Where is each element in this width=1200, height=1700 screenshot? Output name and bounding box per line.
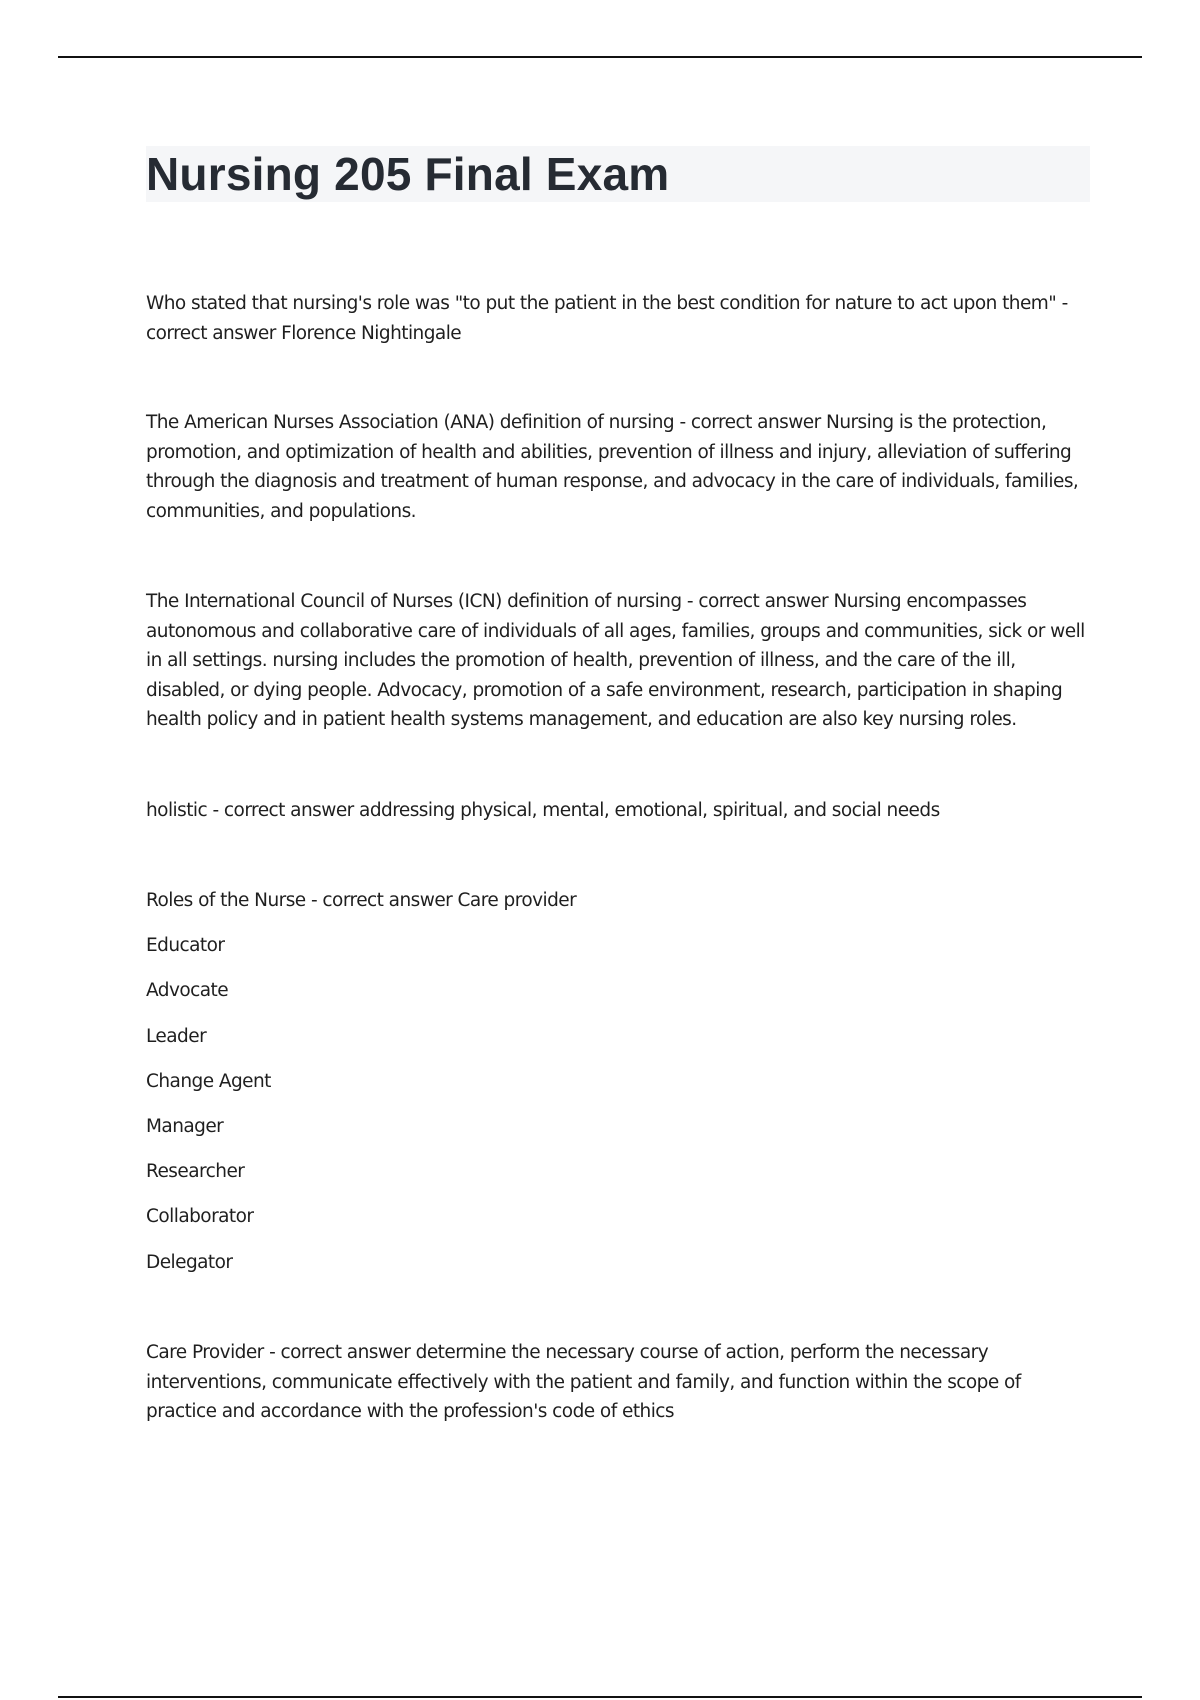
qa-entry-care-provider xyxy=(146,1338,1090,1427)
list-item: Delegator xyxy=(146,1251,233,1273)
answer-separator: - correct answer xyxy=(263,1342,416,1363)
document-body xyxy=(146,146,1090,1427)
bottom-rule xyxy=(58,1696,1142,1698)
top-rule xyxy=(58,56,1142,58)
qa-entry-ana-definition xyxy=(146,408,1090,526)
roles-list xyxy=(146,931,1090,1277)
answer-separator: - correct answer xyxy=(305,890,458,911)
list-item: Change Agent xyxy=(146,1070,271,1092)
answer-text: Nursing is the protection, promotion, and optimization of health and abilities, prevention of illness and injury, alleviation of suffering through the diagnosis and treatment of human response, and advocacy in the care of individuals, families, communities, and populations. xyxy=(146,412,1079,522)
answer-separator: - correct answer xyxy=(681,591,834,612)
question-text: The International Council of Nurses (ICN) definition of nursing xyxy=(146,591,682,612)
question-text: Who stated that nursing's role was "to put the patient in the best condition for nature to act upon them" xyxy=(146,293,1057,314)
answer-text: determine the necessary course of action, perform the necessary interventions, communicate effectively with the patient and family, and function within the scope of practice and accordance with the profession's code of ethics xyxy=(146,1342,1021,1422)
question-text: Care Provider xyxy=(146,1342,264,1363)
qa-entry-nightingale xyxy=(146,289,1090,348)
answer-text: addressing physical, mental, emotional, spiritual, and social needs xyxy=(359,799,940,821)
qa-entry-icn-definition xyxy=(146,587,1090,735)
list-item: Researcher xyxy=(146,1161,245,1183)
answer-separator: - correct answer xyxy=(207,799,360,821)
list-item: Leader xyxy=(146,1025,207,1047)
answer-text: Florence Nightingale xyxy=(281,322,462,344)
list-item: Manager xyxy=(146,1115,224,1137)
list-item: Advocate xyxy=(146,980,229,1002)
page-title: Nursing 205 Final Exam xyxy=(146,148,670,200)
qa-entry-holistic xyxy=(146,796,1090,826)
list-item: Educator xyxy=(146,935,225,957)
answer-text: Nursing encompasses autonomous and collaborative care of individuals of all ages, families, groups and communities, sick or well in all settings. nursing includes the promotion of health, prevention of illness, and the care of the ill, disabled, or dying people. Advocacy, promotion of a safe environment, research, participation in shaping health policy and in patient health systems management, and education are also key nursing roles. xyxy=(146,591,1085,730)
list-item: Collaborator xyxy=(146,1206,254,1228)
question-text: Roles of the Nurse xyxy=(146,890,306,911)
question-text: holistic xyxy=(146,799,208,821)
answer-separator: - correct answer xyxy=(674,412,827,433)
answer-separator: - correct answer xyxy=(146,293,1068,344)
question-text: The American Nurses Association (ANA) definition of nursing xyxy=(146,412,675,433)
roles-question xyxy=(146,886,1090,916)
title-bar xyxy=(146,146,1090,202)
qa-entry-roles xyxy=(146,886,1090,1277)
answer-text: Care provider xyxy=(457,890,577,911)
